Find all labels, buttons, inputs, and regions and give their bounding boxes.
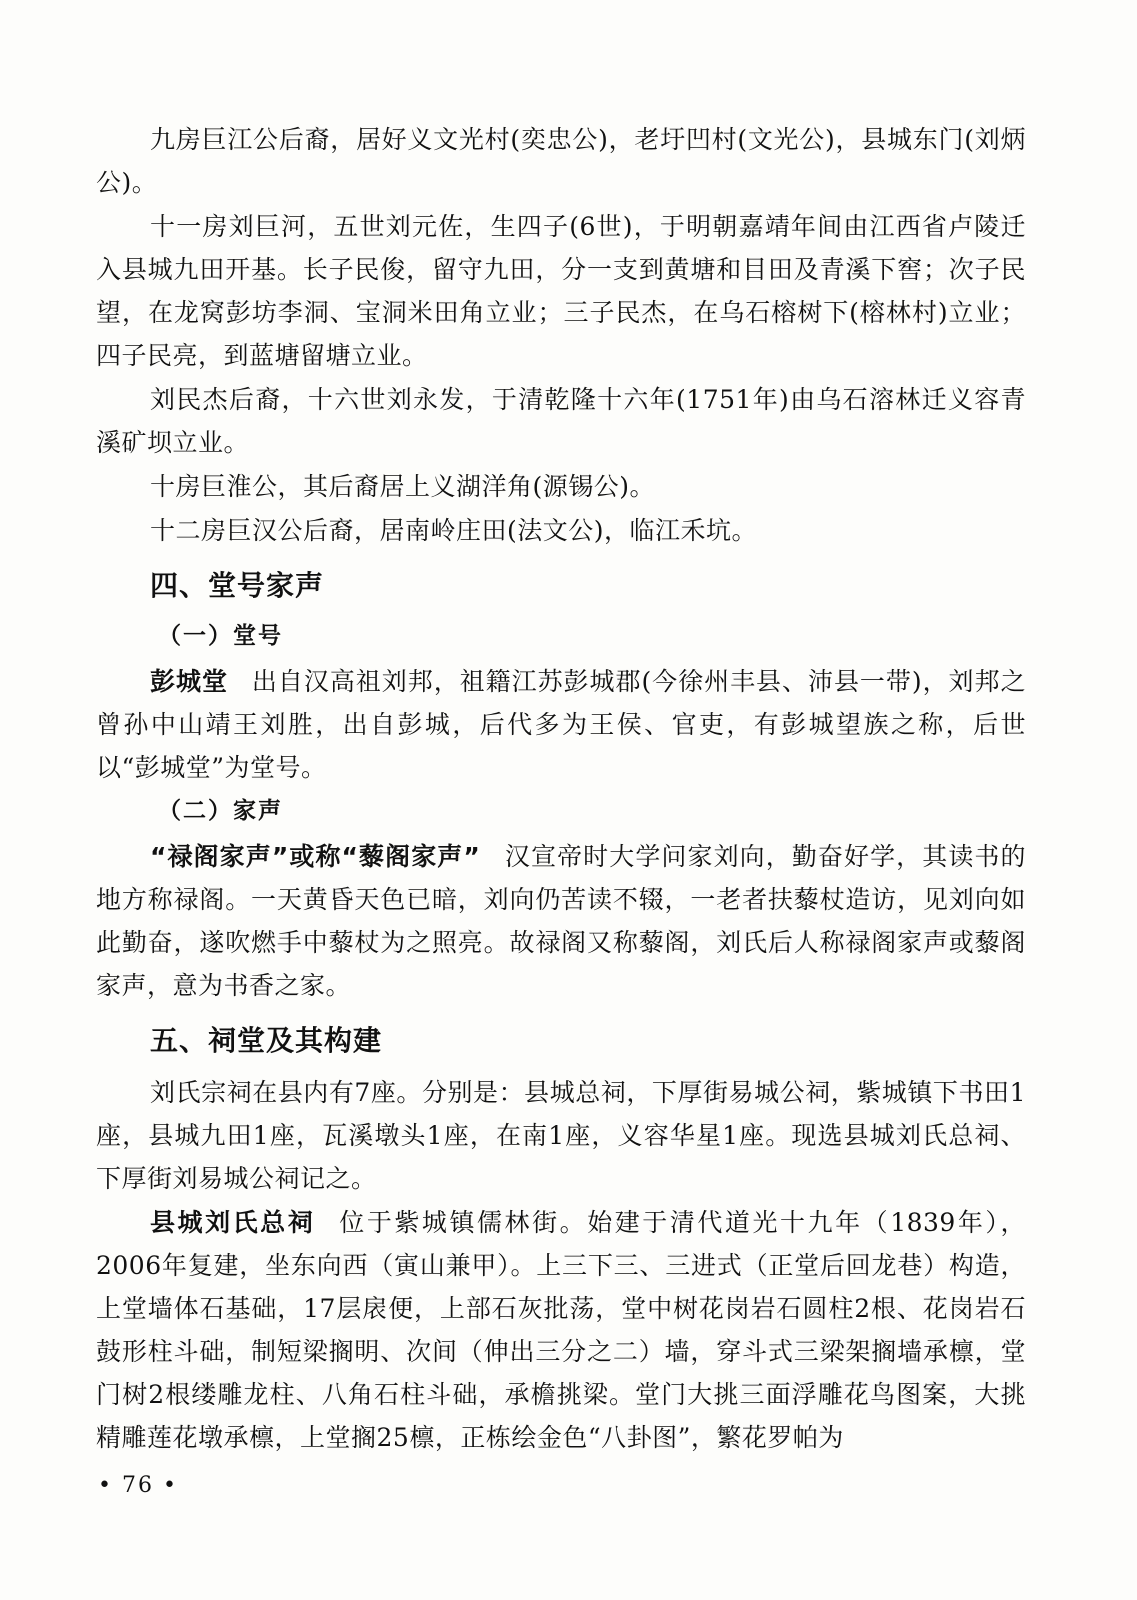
paragraph-shierfang: 十二房巨汉公后裔，居南岭庄田(法文公)，临江禾坑。 [150, 516, 758, 545]
paragraph-shifang: 十房巨淮公，其后裔居上义湖洋角(源锡公)。 [150, 472, 656, 501]
page-number: • 76 • [98, 1473, 178, 1498]
page-body [96, 118, 1026, 1460]
paragraph-liuminjie: 刘民杰后裔，十六世刘永发，于清乾隆十六年(1751年)由乌石溶林迁义容青溪矿坝立业。 [96, 385, 1026, 457]
section-heading-tanghao-jiasheng: 四、堂号家声 [150, 569, 325, 602]
paragraph-luge-jiasheng [96, 835, 1026, 1007]
paragraph-jiufang: 九房巨江公后裔，居好义文光村(奕忠公)，老圩凹村(文光公)，县城东门(刘炳公)。 [96, 125, 1026, 197]
paragraph-zongci [96, 1201, 1026, 1459]
section-heading-citang: 五、祠堂及其构建 [150, 1024, 383, 1057]
term-xiancheng-zongci: 县城刘氏总祠 [150, 1208, 316, 1237]
paragraph-shiyifang: 十一房刘巨河，五世刘元佐，生四子(6世)，于明朝嘉靖年间由江西省卢陵迁入县城九田开基。长子民俊，留守九田，分一支到黄塘和目田及青溪下窖；次子民望，在龙窝彭坊李洞、宝洞米田角立业；三子民杰，在乌石榕树下(榕林村)立业；四子民亮，到蓝塘留塘立业。 [96, 212, 1026, 370]
term-pengchengtang: 彭城堂 [150, 667, 228, 696]
zongci-text: 位于紫城镇儒林街。始建于清代道光十九年（1839年），2006年复建，坐东向西（寅山兼甲）。上三下三、三进式（正堂后回龙巷）构造，上堂墙体石基础，17层扆便，上部石灰批荡，堂中树花岗岩石圆柱2根、花岗岩石鼓形柱斗础，制短梁搁明、次间（伸出三分之二）墙，穿斗式三梁架搁墙承檩，堂门树2根缕雕龙柱、八角石柱斗础，承檐挑梁。堂门大挑三面浮雕花鸟图案，大挑精雕莲花墩承檩，上堂搁25檩，正栋绘金色“八卦图”，繁花罗帕为 [96, 1208, 1026, 1452]
paragraph-pengchengtang [96, 660, 1026, 789]
paragraph-citang-intro: 刘氏宗祠在县内有7座。分别是：县城总祠，下厚街易城公祠，紫城镇下书田1座，县城九田1座，瓦溪墩头1座，在南1座，义容华星1座。现选县城刘氏总祠、下厚街刘易城公祠记之。 [96, 1078, 1026, 1193]
pengchengtang-text: 出自汉高祖刘邦，祖籍江苏彭城郡(今徐州丰县、沛县一带)，刘邦之曾孙中山靖王刘胜，出自彭城，后代多为王侯、官吏，有彭城望族之称，后世以“彭城堂”为堂号。 [96, 667, 1026, 782]
subsection-heading-jiasheng: （二）家声 [158, 797, 283, 824]
subsection-heading-tanghao: （一）堂号 [158, 622, 283, 649]
luge-jiasheng-text: 汉宣帝时大学问家刘向，勤奋好学，其读书的地方称禄阁。一天黄昏天色已暗，刘向仍苦读不辍，一老者扶藜杖造访，见刘向如此勤奋，遂吹燃手中藜杖为之照亮。故禄阁又称藜阁，刘氏后人称禄阁家声或藜阁家声，意为书香之家。 [96, 842, 1026, 1000]
term-luge-jiasheng: “禄阁家声”或称“藜阁家声” [150, 842, 481, 871]
